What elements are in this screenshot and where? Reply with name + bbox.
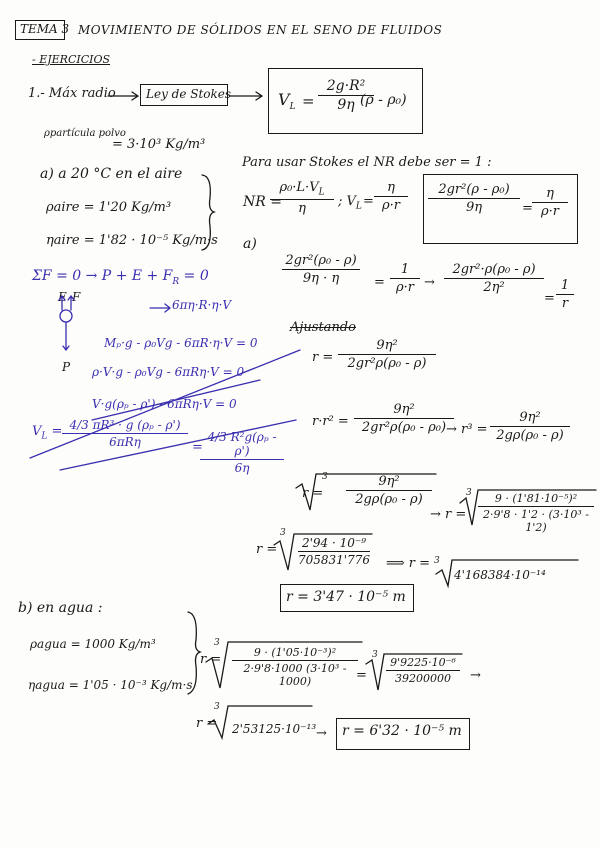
stokes-tail: (ρ - ρ₀) — [360, 92, 407, 108]
b-root3-r: r = — [196, 716, 218, 731]
page-title: MOVIMIENTO DE SÓLIDOS EN EL SENO DE FLUIDOS — [78, 23, 443, 37]
force-vl: $V_L$ = — [32, 424, 63, 442]
strike-3 — [92, 380, 260, 420]
a-f3: 2gr²·ρ(ρ₀ - ρ) 2η² — [444, 262, 544, 295]
label-e: E — [58, 290, 67, 304]
a-eq1: = — [374, 275, 385, 290]
a-r-fraction: 9η² 2gr²ρ(ρ₀ - ρ) — [338, 338, 436, 371]
b-root-index: 3 — [214, 638, 220, 648]
b-arrow2: → — [316, 726, 327, 741]
force-vl-eq2: = — [192, 440, 203, 455]
force-line1: Mₚ·g - ρ₀Vg - 6πR·η·V = 0 — [104, 336, 258, 350]
strike-1 — [30, 350, 300, 458]
label-p: P — [62, 360, 71, 374]
b-rho: ρagua = 1000 Kg/m³ — [30, 637, 156, 651]
force-vl-fraction: 4/3 πR³ · g (ρₚ - ρ') 6πRη — [62, 418, 188, 449]
b-eq: = — [356, 668, 367, 683]
b-root-fraction: 9 · (1'05·10⁻³)² 2·9'8·1000 (3·10³ - 1000) — [232, 646, 358, 688]
a-root3-r: r = — [256, 542, 278, 557]
b-eta: ηagua = 1'05 · 10⁻³ Kg/m·s — [28, 678, 193, 692]
a-root-index: 3 — [322, 472, 328, 482]
arrow-to-drag — [150, 304, 170, 312]
a-f4: 1 r — [556, 278, 574, 311]
a-arrow1: → — [424, 275, 435, 290]
sqrt-b3 — [208, 706, 312, 738]
vl-fraction: η ρ·r — [374, 180, 408, 213]
a-rr-fraction: 9η² 2gr²ρ(ρ₀ - ρ₀) — [354, 402, 454, 435]
condition-text: Para usar Stokes el NR debe ser = 1 : — [242, 155, 492, 170]
b-arrow: → — [470, 668, 481, 683]
a-root2-index: 3 — [466, 488, 472, 498]
nr-fraction: $\rho_0\cdot L\cdot V_L$ η — [270, 180, 334, 216]
part-a-label: a) — [243, 236, 257, 252]
section-label: - EJERCICIOS — [32, 53, 111, 66]
a-arrow4: ⟹ r = — [386, 556, 431, 571]
b-result: r = 6'32 · 10⁻⁵ m — [342, 723, 462, 739]
a-root3-index: 3 — [280, 528, 286, 538]
b-root3-value: 2'53125·10⁻¹³ — [232, 722, 317, 736]
a-rr-eq: r·r² = — [312, 414, 349, 429]
a-root4-value: 4'168384·10⁻¹⁴ — [454, 568, 546, 582]
b-root3-index: 3 — [214, 702, 220, 712]
brace-water — [188, 612, 200, 694]
particle-density-label: ρpartícula polvo — [44, 128, 126, 139]
a-f1: 2gr²(ρ₀ - ρ) 9η · η — [282, 253, 360, 286]
nr-lhs: NR = — [243, 194, 282, 210]
a-root3-fraction: 2'94 · 10⁻⁹ 705831'776 — [298, 536, 371, 567]
a-root-fraction: 9η² 2gρ(ρ₀ - ρ) — [346, 474, 432, 507]
stokes-eq: = — [302, 92, 315, 110]
a-result: r = 3'47 · 10⁻⁵ m — [286, 589, 406, 605]
a-r3-fraction: 9η² 2gρ(ρ₀ - ρ) — [490, 410, 570, 443]
label-f: F — [72, 290, 81, 304]
drag-force: 6πη·R·η·V — [172, 298, 232, 312]
condition-a: a) a 20 °C en el aire — [40, 166, 183, 182]
strike-2 — [60, 420, 296, 470]
vl-label: ; $V_L$ — [338, 194, 362, 212]
sqrt-b1 — [206, 642, 362, 688]
b-root2-fraction: 9'9225·10⁻⁶ 39200000 — [386, 656, 460, 685]
topic-label: TEMA 3 — [20, 22, 70, 36]
crossed-scribble: Ajustando — [290, 320, 356, 335]
a-arrow3: → r = — [430, 507, 467, 522]
sqrt-a4 — [436, 560, 578, 586]
a-arrow2: → r³ = — [446, 422, 488, 437]
part-b-label: b) en agua : — [18, 600, 103, 616]
force-up-e — [59, 296, 65, 310]
force-line3: V·g(ρₚ - ρ') - 6πRη·V = 0 — [92, 397, 237, 411]
law-label: Ley de Stokes — [146, 87, 232, 101]
force-vl-fraction2: 4/3 R²g(ρₚ - ρ') 6η — [200, 430, 284, 475]
a-f2: 1 ρ·r — [390, 262, 420, 295]
particle-density-value: = 3·10³ Kg/m³ — [112, 137, 206, 152]
brace-air — [202, 175, 214, 250]
a-root-r: r = — [302, 486, 324, 501]
stokes-fraction: 2g·R² 9η — [318, 78, 374, 113]
sqrt-a2 — [460, 490, 596, 525]
vl-eq: = — [363, 194, 374, 209]
a-r-eq: r = — [312, 350, 334, 365]
rho-air: ρaire = 1'20 Kg/m³ — [46, 200, 172, 215]
b-root-r: r = — [200, 652, 222, 667]
arrow-to-stokes — [230, 92, 262, 100]
sqrt-b2 — [366, 654, 462, 690]
force-balance: $\Sigma F = 0 \to P + E + F_R = 0$ — [32, 268, 209, 287]
force-down-p — [63, 322, 69, 350]
sqrt-a3 — [274, 534, 372, 570]
a-root2-fraction: 9 · (1'81·10⁻⁵)² 2·9'8 · 1'2 · (3·10³ - 1'2) — [478, 492, 594, 534]
box-left-fraction: 2gr²(ρ - ρ₀) 9η — [428, 182, 520, 215]
sqrt-a1 — [296, 474, 436, 510]
b-root2-index: 3 — [372, 650, 378, 660]
force-up-f — [68, 296, 74, 310]
a-eq2: = — [544, 291, 555, 306]
box-right-fraction: η ρ·r — [532, 186, 568, 219]
arrow-to-law — [108, 92, 138, 100]
force-line2: ρ·V·g - ρ₀Vg - 6πRη·V = 0 — [92, 365, 245, 379]
eta-air: ηaire = 1'82 · 10⁻⁵ Kg/m·s — [46, 233, 218, 248]
problem-item: 1.- Máx radio — [28, 86, 116, 101]
box-eq: = — [522, 201, 533, 216]
stokes-lhs: $V_L$ — [278, 90, 296, 113]
a-root4-index: 3 — [434, 556, 440, 566]
particle-circle — [60, 310, 72, 322]
